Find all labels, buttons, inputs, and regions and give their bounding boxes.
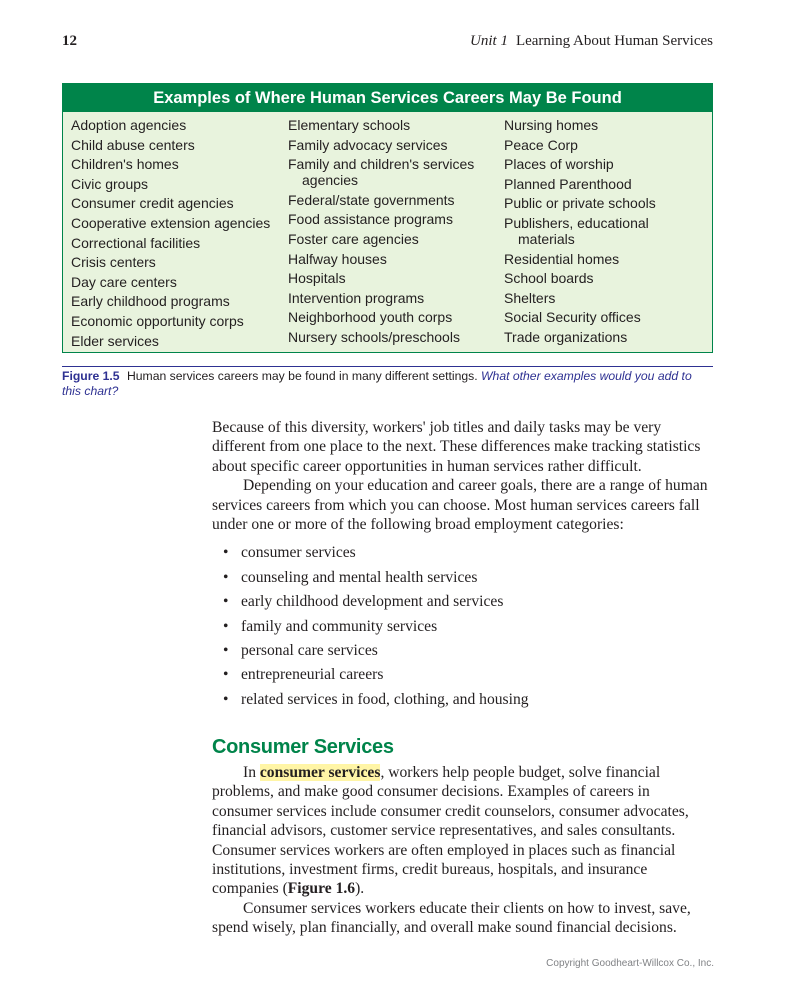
list-item: Crisis centers	[71, 254, 156, 271]
bullet-icon: •	[223, 617, 229, 635]
list-item: Early childhood programs	[71, 293, 230, 310]
list-item: Foster care agencies	[288, 230, 419, 247]
list-item-line-1: Publishers, educational	[504, 214, 649, 231]
list-item: Neighborhood youth corps	[288, 309, 453, 326]
body-text-intro	[212, 418, 714, 712]
key-term-highlight: consumer services	[259, 764, 381, 781]
list-item: Family advocacy services	[288, 136, 448, 153]
paragraph: Consumer services workers educate their clients on how to invest, save, spend wisely, plan financially, and overall make sound financial decisions.	[212, 899, 691, 937]
bullet-icon: •	[223, 666, 229, 684]
list-item: Cooperative extension agencies	[71, 214, 271, 231]
running-head	[62, 33, 713, 53]
list-item: Economic opportunity corps	[71, 312, 244, 329]
list-item: School boards	[504, 270, 594, 287]
caption-divider	[62, 366, 713, 367]
bullet-icon: •	[223, 568, 229, 586]
list-item: • family and community services	[212, 615, 714, 639]
list-item: • related services in food, clothing, and housing	[212, 688, 714, 712]
list-item: Elder services	[71, 332, 159, 349]
copyright-notice: Copyright Goodheart-Willcox Co., Inc.	[546, 958, 714, 969]
paragraph: In consumer services, workers help people budget, solve financial problems, and make good consumer decisions. Examples of careers in consumer services include consumer credit counselors, consumer advocates, financial advisors, customer service representatives, and sales consultants. Consumer services workers are often employed in places such as financial institutions, investment firms, credit bureaus, hospitals, and insurance companies (Figure 1.6).	[212, 764, 689, 898]
list-item: • counseling and mental health services	[212, 566, 714, 590]
caption-text: Human services careers may be found in many different settings.	[126, 369, 478, 383]
list-item-wrapped	[288, 156, 474, 188]
list-item: Residential homes	[504, 250, 620, 267]
figure-label: Figure 1.5	[62, 369, 120, 383]
unit-label: Unit 1	[470, 33, 508, 49]
list-item: Civic groups	[71, 175, 149, 192]
unit-title: Learning About Human Services	[515, 33, 713, 49]
caption-question: What other examples would you add to this chart?	[62, 369, 692, 398]
list-item: Child abuse centers	[71, 136, 195, 153]
section-heading: Consumer Services	[212, 736, 394, 758]
paragraph: Because of this diversity, workers' job titles and daily tasks may be very different from one place to the next. These differences make tracking statistics about specific career opportunities in human services rather difficult.	[212, 419, 701, 475]
list-item: • early childhood development and services	[212, 590, 714, 614]
list-item-line-2: materials	[518, 230, 575, 247]
paragraph: Depending on your education and career goals, there are a range of human services careers from which you can choose. Most human services careers fall under one or more of the following broad employment categories:	[212, 477, 708, 534]
figure-title: Examples of Where Human Services Careers May Be Found	[63, 84, 712, 112]
unit-heading	[470, 33, 713, 50]
list-item: Adoption agencies	[71, 117, 187, 133]
list-item: Shelters	[504, 289, 556, 306]
list-item: Federal/state governments	[288, 191, 455, 208]
figure-column-3	[504, 117, 656, 349]
list-item: Planned Parenthood	[504, 175, 632, 192]
list-item-line-2: agencies	[302, 172, 359, 189]
figure-columns	[63, 112, 712, 352]
body-text-consumer-services	[212, 763, 714, 938]
list-item: Nursing homes	[504, 117, 599, 133]
list-item-wrapped	[504, 215, 656, 247]
list-item: Hospitals	[288, 270, 346, 287]
category-list	[212, 541, 714, 712]
bullet-icon: •	[223, 690, 229, 708]
bullet-icon: •	[223, 642, 229, 660]
list-item: Food assistance programs	[288, 211, 453, 228]
figure-caption	[62, 369, 713, 399]
list-item: Elementary schools	[288, 117, 411, 133]
figure-reference: Figure 1.6	[287, 880, 356, 898]
list-item: Children's homes	[71, 156, 179, 173]
list-item: • entrepreneurial careers	[212, 663, 714, 687]
list-item: Intervention programs	[288, 289, 425, 306]
list-item: • consumer services	[212, 541, 714, 565]
list-item: Day care centers	[71, 273, 177, 290]
bullet-icon: •	[223, 544, 229, 562]
list-item: Places of worship	[504, 156, 614, 173]
list-item: Peace Corp	[504, 136, 578, 153]
figure-column-1	[71, 117, 270, 352]
bullet-icon: •	[223, 593, 229, 611]
list-item: Nursery schools/preschools	[288, 328, 460, 345]
figure-table	[62, 83, 713, 353]
list-item: Social Security offices	[504, 309, 641, 326]
list-item: • personal care services	[212, 639, 714, 663]
figure-column-2	[288, 117, 474, 349]
list-item-line-1: Family and children's services	[288, 156, 475, 173]
list-item: Trade organizations	[504, 328, 628, 345]
list-item: Public or private schools	[504, 195, 656, 212]
list-item: Correctional facilities	[71, 234, 201, 251]
page-number: 12	[62, 33, 77, 49]
list-item: Consumer credit agencies	[71, 195, 234, 212]
list-item: Halfway houses	[288, 250, 387, 267]
